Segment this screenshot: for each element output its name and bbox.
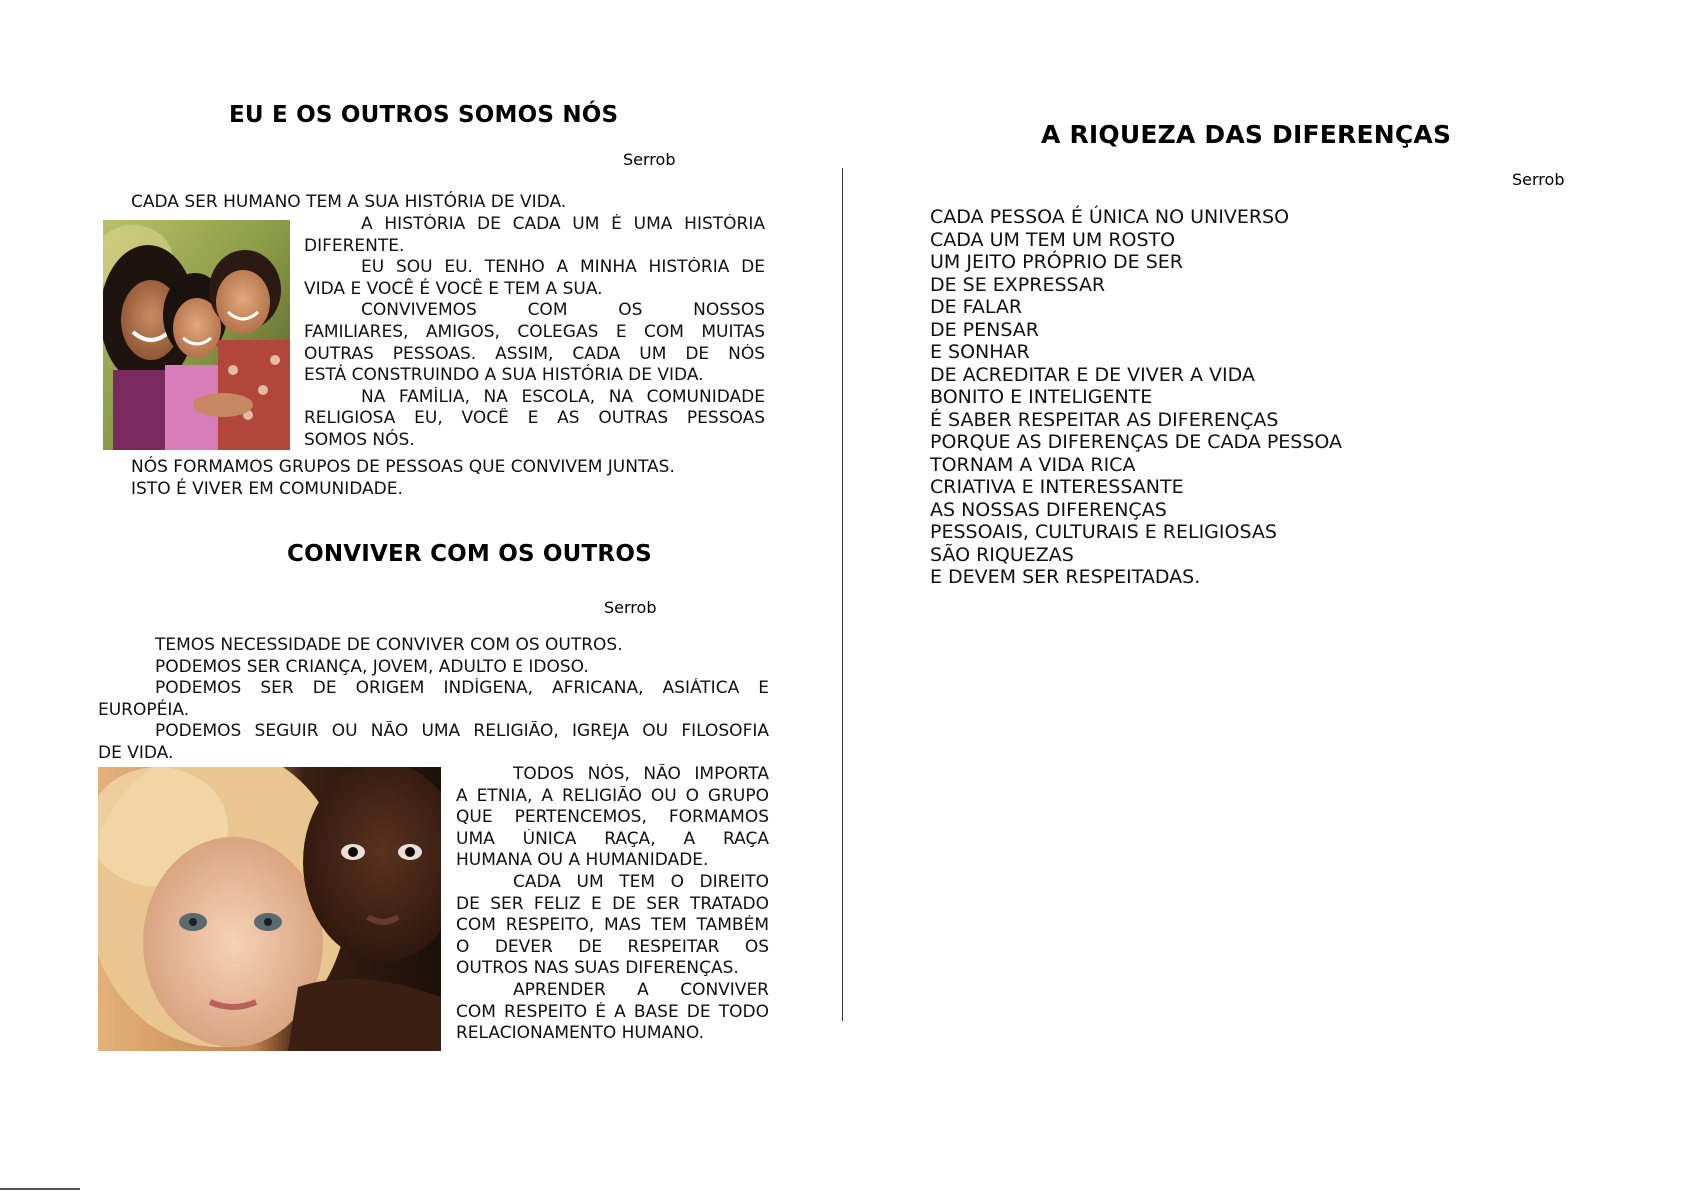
story2-line: PODEMOS SER DE ORIGEM INDÍGENA, AFRICANA, ASIÁTICA E — [155, 678, 769, 699]
story2-line: QUE PERTENCEMOS, FORMAMOS — [456, 807, 769, 828]
story2-line: CADA UM TEM O DIREITO — [513, 871, 769, 892]
poem-line: CADA UM TEM UM ROSTO — [930, 228, 1176, 251]
poem-line: PORQUE AS DIFERENÇAS DE CADA PESSOA — [930, 431, 1343, 453]
story1-line: FAMILIARES, AMIGOS, COLEGAS E COM MUITAS — [304, 321, 765, 342]
story1-line: ESTÁ CONSTRUINDO A SUA HISTÓRIA DE VIDA. — [304, 365, 704, 386]
children-photo — [98, 767, 441, 1051]
poem-line: E DEVEM SER RESPEITADAS. — [930, 566, 1201, 588]
story1-line: EU SOU EU. TENHO A MINHA HISTÓRIA DE — [361, 257, 765, 278]
story2-line: PODEMOS SER CRIANÇA, JOVEM, ADULTO E IDOSO. — [155, 656, 589, 677]
story2-line: A ETNIA, A RELIGIÃO OU O GRUPO — [456, 785, 769, 806]
story1-closing-line: ISTO É VIVER EM COMUNIDADE. — [131, 478, 403, 499]
poem-line: CADA PESSOA É ÚNICA NO UNIVERSO — [930, 206, 1290, 228]
poem-line: DE ACREDITAR E DE VIVER A VIDA — [930, 363, 1255, 386]
story2-line: TEMOS NECESSIDADE DE CONVIVER COM OS OUTROS. — [155, 635, 623, 655]
story2-author: Serrob — [604, 598, 657, 617]
poem-line: TORNAM A VIDA RICA — [930, 453, 1136, 476]
story2-line: RELACIONAMENTO HUMANO. — [456, 1023, 704, 1044]
family-photo — [103, 220, 290, 450]
poem-line: DE FALAR — [930, 296, 1023, 318]
poem-line: SÃO RIQUEZAS — [930, 543, 1074, 566]
story2-line: COM RESPEITO É A BASE DE TODO — [456, 1001, 769, 1022]
story2-line: OUTROS NAS SUAS DIFERENÇAS. — [456, 958, 739, 979]
story1-intro-line: CADA SER HUMANO TEM A SUA HISTÓRIA DE VIDA. — [131, 192, 567, 212]
story2-full-text — [98, 635, 769, 765]
story2-line: UMA ÚNICA RAÇA, A RAÇA — [456, 828, 769, 849]
story1-title: EU E OS OUTROS SOMOS NÓS — [229, 102, 619, 128]
story2-line: O DEVER DE RESPEITAR OS — [456, 936, 769, 957]
story1-author: Serrob — [623, 150, 676, 169]
story2-wrapped-text — [456, 764, 769, 1045]
story1-line: VIDA E VOCÊ É VOCÊ E TEM A SUA. — [304, 278, 603, 299]
story2-line: APRENDER A CONVIVER — [513, 979, 769, 1000]
story1-line: NA FAMÍLIA, NA ESCOLA, NA COMUNIDADE — [361, 386, 765, 407]
poem — [930, 206, 1342, 589]
poem-line: CRIATIVA E INTERESSANTE — [930, 476, 1184, 498]
story1-line: RELIGIOSA EU, VOCÊ E AS OUTRAS PESSOAS — [304, 408, 765, 429]
story2-line: HUMANA OU A HUMANIDADE. — [456, 850, 709, 871]
story1-line: DIFERENTE. — [304, 235, 405, 256]
poem-line: UM JEITO PRÓPRIO DE SER — [930, 251, 1183, 273]
right-title: A RIQUEZA DAS DIFERENÇAS — [1041, 120, 1452, 149]
story2-line: EUROPÉIA. — [98, 699, 190, 720]
poem-line: PESSOAIS, CULTURAIS E RELIGIOSAS — [930, 521, 1277, 543]
story1-line: CONVIVEMOS COM OS NOSSOS — [361, 300, 765, 321]
story2-line: DE VIDA. — [98, 742, 174, 763]
story2-line: COM RESPEITO, MAS TEM TAMBÉM — [456, 915, 769, 936]
page-edge-mark — [0, 1188, 80, 1190]
poem-line: E SONHAR — [930, 341, 1030, 363]
story2-line: DE SER FELIZ E DE SER TRATADO — [456, 893, 769, 914]
right-author: Serrob — [1512, 170, 1565, 189]
poem-line: DE SE EXPRESSAR — [930, 273, 1106, 296]
poem-line: É SABER RESPEITAR AS DIFERENÇAS — [930, 408, 1279, 431]
story1-line: OUTRAS PESSOAS. ASSIM, CADA UM DE NÓS — [304, 343, 765, 364]
story2-line: PODEMOS SEGUIR OU NÃO UMA RELIGIÃO, IGREJA OU FILOSOFIA — [155, 721, 769, 742]
story1-line: A HISTÓRIA DE CADA UM É UMA HISTÓRIA — [361, 214, 765, 234]
story1-closing — [131, 457, 675, 500]
story1-line: SOMOS NÓS. — [304, 429, 415, 450]
story2-title: CONVIVER COM OS OUTROS — [287, 541, 652, 567]
poem-line: BONITO E INTELIGENTE — [930, 386, 1153, 408]
story1-intro — [131, 192, 566, 214]
column-divider — [842, 168, 843, 1021]
story1-closing-line: NÓS FORMAMOS GRUPOS DE PESSOAS QUE CONVIVEM JUNTAS. — [131, 457, 675, 477]
poem-line: DE PENSAR — [930, 318, 1039, 341]
story1-wrapped-text — [304, 214, 765, 452]
story2-line: TODOS NÓS, NÃO IMPORTA — [513, 764, 769, 784]
poem-line: AS NOSSAS DIFERENÇAS — [930, 498, 1167, 521]
